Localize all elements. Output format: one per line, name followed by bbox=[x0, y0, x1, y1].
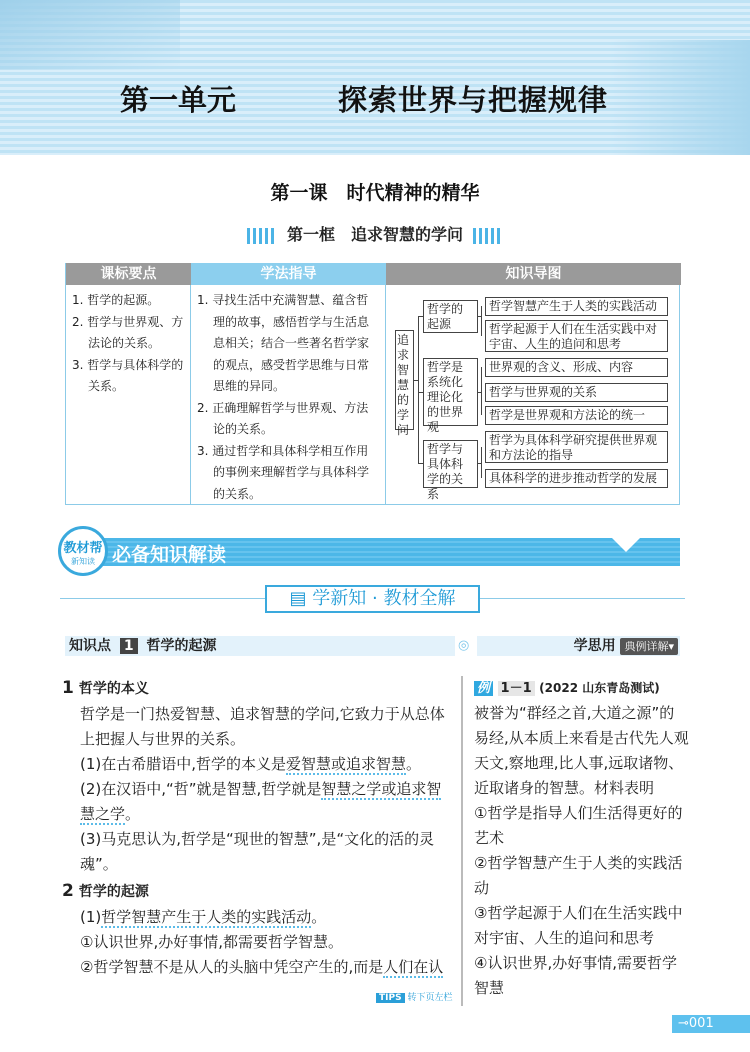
guide-item: 1. 寻找生活中充满智慧、蕴含哲理的故事，感悟哲学与生活息息相关；结合一些著名哲学家的观点，感受哲学思维与日常思维的异同。 bbox=[197, 293, 370, 393]
example-header: 例 1－1 (2022 山东青岛测试) bbox=[474, 676, 689, 701]
badge-sub: 新知读 bbox=[71, 557, 95, 566]
example-text: 被誉为“群经之首,大道之源”的易经,从本质上来看是古代先人观天文,察地理,比人事,远取诸物、近取诸身的智慧。材料表明 bbox=[474, 704, 689, 797]
header-points: 课标要点 bbox=[66, 263, 191, 285]
unit-label: 第一单元 bbox=[120, 83, 237, 117]
practice-bar bbox=[477, 636, 680, 656]
frame-title-text: 第一框 追求智慧的学问 bbox=[286, 225, 463, 244]
heading-1: 1 哲学的本义 bbox=[62, 678, 149, 698]
subsection-title: 学新知 · 教材全解 bbox=[312, 588, 456, 609]
practice-label: 学思用 bbox=[573, 638, 616, 654]
paragraph: (1)在古希腊语中,哲学的本义是爱智慧或追求智慧。 bbox=[80, 755, 422, 773]
knowledge-point-bar bbox=[65, 636, 455, 656]
tips-note: TIPS 转下页左栏 bbox=[376, 990, 452, 1003]
heading-2: 2 哲学的起源 bbox=[62, 881, 149, 901]
divider bbox=[60, 598, 265, 599]
paragraph: (3)马克思认为,哲学是“现世的智慧”,是“文化的活的灵魂”。 bbox=[80, 830, 435, 873]
badge-label: 教材帮 bbox=[63, 541, 103, 556]
section-banner bbox=[100, 538, 680, 566]
decor-bars bbox=[473, 228, 503, 244]
point-item: 1. 哲学的起源。 bbox=[72, 293, 160, 307]
paragraph: (2)在汉语中,“哲”就是智慧,哲学就是智慧之学或追求智慧之学。 bbox=[80, 780, 442, 823]
map-group: 哲学的起源 bbox=[423, 300, 478, 333]
guide-item: 3. 通过哲学和具体科学相互作用的事例来理解哲学与具体科学的关系。 bbox=[197, 443, 370, 501]
section-title: 必备知识解读 bbox=[112, 544, 227, 566]
kp-label: 知识点 bbox=[69, 638, 111, 654]
paragraph: (1)哲学智慧产生于人类的实践活动。 bbox=[80, 908, 327, 926]
guide-item: 2. 正确理解哲学与世界观、方法论的关系。 bbox=[197, 400, 369, 436]
map-leaf: 哲学是世界观和方法论的统一 bbox=[485, 406, 668, 425]
guide-column bbox=[191, 285, 386, 504]
map-leaf: 具体科学的进步推动哲学的发展 bbox=[485, 469, 668, 488]
map-group: 哲学与具体科学的关系 bbox=[423, 440, 478, 488]
notebook-icon: ▤ bbox=[289, 588, 313, 609]
bulb-icon: ◎ bbox=[458, 638, 470, 653]
paragraph: 哲学是一门热爱智慧、追求智慧的学问,它致力于从总体上把握人与世界的关系。 bbox=[80, 705, 445, 748]
left-column bbox=[62, 676, 456, 980]
point-item: 3. 哲学与具体科学的关系。 bbox=[72, 357, 184, 393]
example-option: ①哲学是指导人们生活得更好的艺术 bbox=[474, 804, 683, 847]
train-illustration bbox=[0, 0, 180, 70]
frame-title bbox=[0, 222, 750, 245]
right-column bbox=[474, 676, 689, 1001]
map-leaf: 哲学智慧产生于人类的实践活动 bbox=[485, 297, 668, 316]
section-notch bbox=[612, 538, 640, 552]
example-option: ②哲学智慧产生于人类的实践活动 bbox=[474, 854, 683, 897]
kp-title: 哲学的起源 bbox=[146, 638, 217, 654]
lesson-title: 第一课 时代精神的精华 bbox=[270, 182, 480, 204]
section-badge bbox=[58, 526, 108, 576]
points-column bbox=[66, 285, 191, 504]
map-leaf: 哲学起源于人们在生活实践中对宇宙、人生的追问和思考 bbox=[485, 320, 668, 352]
map-leaf: 哲学为具体科学研究提供世界观和方法论的指导 bbox=[485, 431, 668, 463]
map-root: 追求智慧的学问 bbox=[395, 330, 414, 430]
city-illustration bbox=[610, 40, 750, 155]
paragraph: ②哲学智慧不是从人的头脑中凭空产生的,而是人们在认 bbox=[80, 958, 444, 976]
header-map: 知识导图 bbox=[386, 263, 681, 285]
map-leaf: 哲学与世界观的关系 bbox=[485, 383, 668, 402]
decor-bars bbox=[247, 228, 277, 244]
unit-title: 探索世界与把握规律 bbox=[338, 83, 609, 117]
example-dropdown[interactable]: 典例详解▾ bbox=[620, 638, 678, 655]
header-guide: 学法指导 bbox=[191, 263, 386, 285]
example-option: ③哲学起源于人们在生活实践中对宇宙、人生的追问和思考 bbox=[474, 904, 683, 947]
paragraph: ①认识世界,办好事情,都需要哲学智慧。 bbox=[80, 933, 343, 951]
point-item: 2. 哲学与世界观、方法论的关系。 bbox=[72, 314, 184, 350]
page-number: ⊸001 bbox=[672, 1015, 750, 1033]
plug-icon: ⊸ bbox=[678, 1016, 689, 1031]
subsection-box bbox=[265, 585, 480, 613]
map-group: 哲学是系统化理论化的世界观 bbox=[423, 358, 478, 426]
divider bbox=[480, 598, 685, 599]
kp-number: 1 bbox=[120, 638, 138, 654]
map-leaf: 世界观的含义、形成、内容 bbox=[485, 358, 668, 377]
example-option: ④认识世界,办好事情,需要哲学智慧 bbox=[474, 954, 677, 997]
column-divider bbox=[461, 676, 463, 1006]
